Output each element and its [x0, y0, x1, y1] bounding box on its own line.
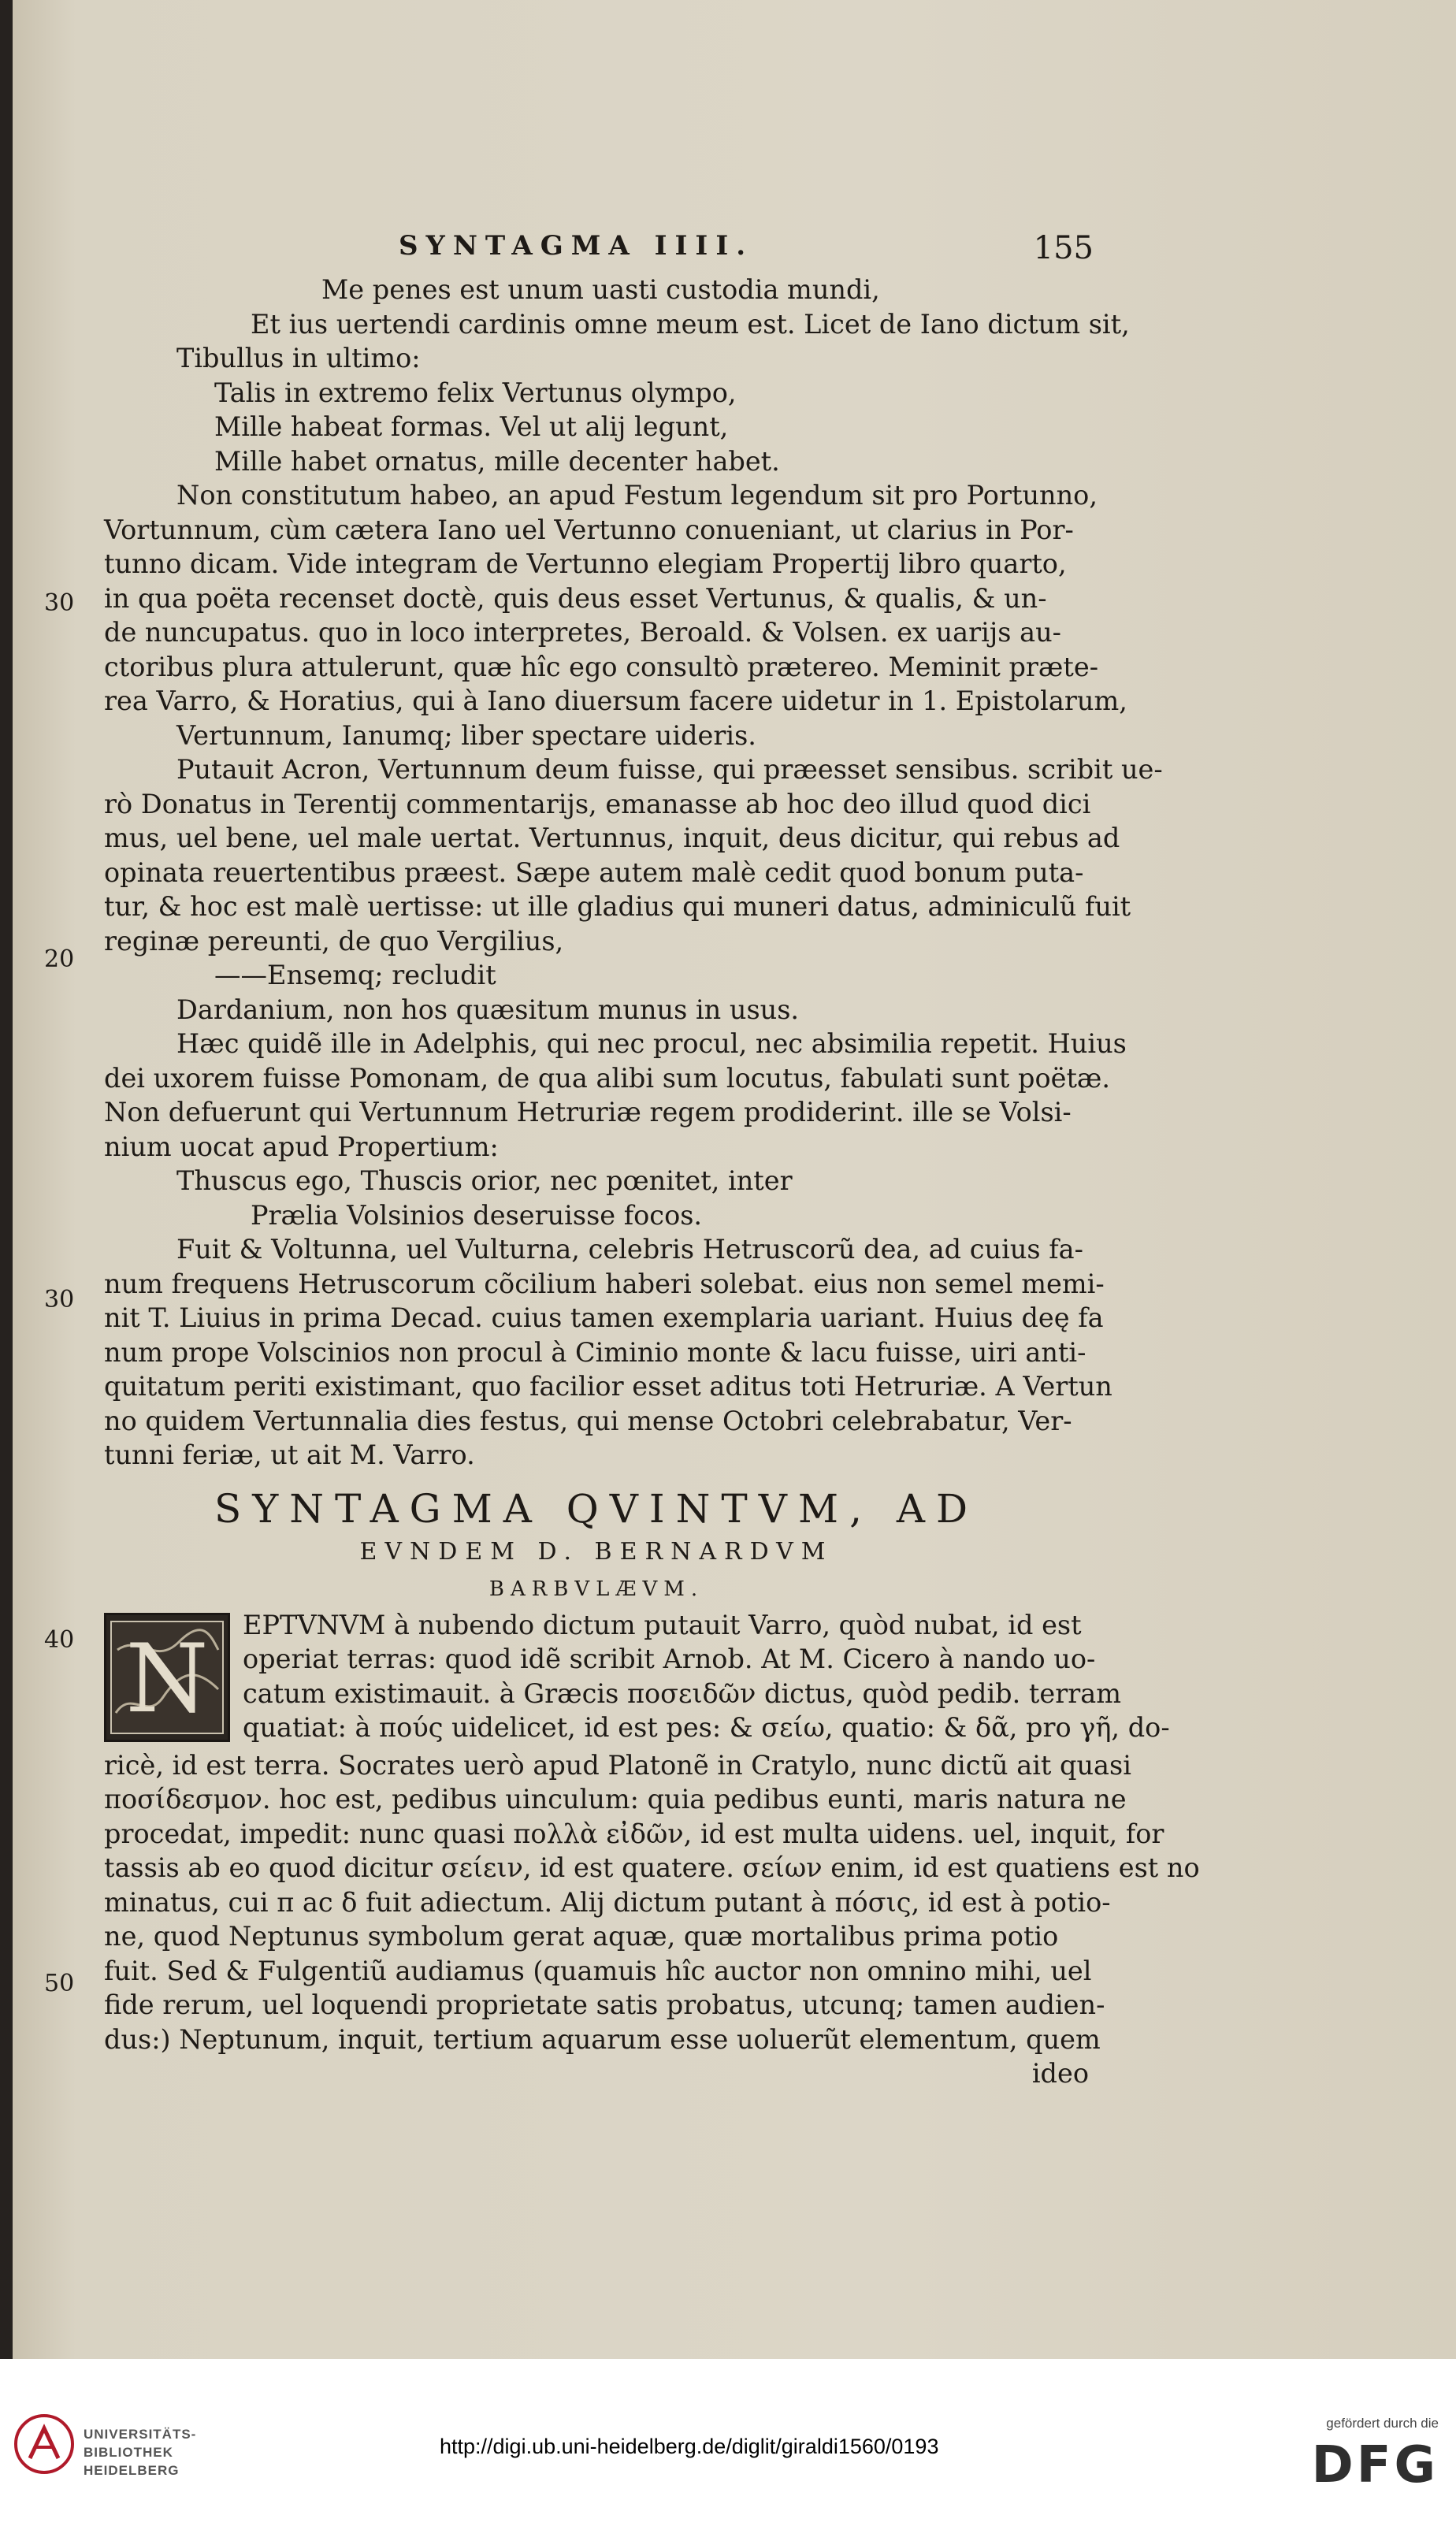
text-line: rò Donatus in Terentij commentarijs, emanasse ab hoc deo illud quod dici	[104, 788, 1091, 819]
text-line: rea Varro, & Horatius, qui à Iano diuersum facere uidetur in 1. Epistolarum,	[104, 685, 1127, 716]
margin-number: 20	[44, 945, 75, 973]
text-line: Putauit Acron, Vertunnum deum fuisse, qui præesset sensibus. scribit ue-	[176, 754, 1163, 785]
text-line: Me penes est unum uasti custodia mundi,	[321, 274, 880, 305]
text-line: nium uocat apud Propertium:	[104, 1131, 499, 1162]
text-line: Talis in extremo felix Vertunus olympo,	[214, 377, 737, 408]
running-head	[13, 230, 1456, 269]
text-line: ctoribus plura attulerunt, quæ hîc ego consultò prætereo. Meminit præte-	[104, 651, 1099, 682]
university-library-name: UNIVERSITÄTS- BIBLIOTHEK HEIDELBERG	[84, 2427, 197, 2478]
text-line: quitatum periti existimant, quo facilior esset aditus toti Hetruriæ. A Vertun	[104, 1371, 1112, 1402]
text-line: tunno dicam. Vide integram de Vertunno elegiam Propertij libro quarto,	[104, 548, 1067, 579]
section-subheading-name: BARBVLÆVM.	[488, 1577, 704, 1601]
text-line: Vertunnum, Ianumq; liber spectare uideris.	[176, 719, 756, 751]
text-line: no quidem Vertunnalia dies festus, qui mense Octobri celebrabatur, Ver-	[104, 1405, 1072, 1436]
dfg-logo: DFG	[1311, 2436, 1439, 2494]
text-line: Hæc quidẽ ille in Adelphis, qui nec procul, nec absimilia repetit. Huius	[176, 1028, 1127, 1059]
text-block-lower	[104, 1748, 1200, 2091]
section-heading: SYNTAGMA QVINTVM, AD	[214, 1485, 979, 1532]
text-line: ne, quod Neptunus symbolum gerat aquæ, quæ mortalibus prima potio	[104, 1921, 1059, 1952]
text-line: Thuscus ego, Thuscis orior, nec pœnitet, inter	[176, 1165, 793, 1196]
section-subheading: EVNDEM D. BERNARDVM	[359, 1537, 834, 1566]
text-line: fuit. Sed & Fulgentiũ audiamus (quamuis hîc auctor non omnino mihi, uel	[104, 1955, 1092, 1986]
text-line: quatiat: à πούς uidelicet, id est pes: & σείω, quatio: & δᾶ, pro γῆ, do-	[243, 1712, 1170, 1743]
text-line: Mille habet ornatus, mille decenter habet.	[214, 445, 780, 477]
text-line: Non defuerunt qui Vertunnum Hetruriæ regem prodiderint. ille se Volsi-	[104, 1097, 1072, 1127]
text-line: catum existimauit. à Græcis ποσειδῶν dictus, quòd pedib. terram	[243, 1677, 1121, 1709]
text-line: Et ius uertendi cardinis omne meum est. Licet de Iano dictum sit,	[251, 308, 1130, 340]
margin-number: 50	[44, 1970, 75, 1997]
page-text	[104, 273, 1200, 2091]
text-line: EPTVNVM à nubendo dictum putauit Varro, quòd nubat, id est	[243, 1609, 1082, 1640]
viewer-footer	[0, 2359, 1456, 2526]
text-line: nit T. Liuius in prima Decad. cuius tamen exemplaria uariant. Huius deę fa	[104, 1302, 1104, 1333]
text-line: de nuncupatus. quo in loco interpretes, Beroald. & Volsen. ex uarijs au-	[104, 617, 1061, 648]
text-line: tassis ab eo quod dicitur σείειν, id est quatere. σείων enim, id est quatiens est no	[104, 1852, 1200, 1883]
text-line: Fuit & Voltunna, uel Vulturna, celebris Hetruscorũ dea, ad cuius fa-	[176, 1234, 1083, 1265]
text-line: ricè, id est terra. Socrates uerò apud Platonẽ in Cratylo, nunc dictũ ait quasi	[104, 1749, 1131, 1781]
text-line: Non constitutum habeo, an apud Festum legendum sit pro Portunno,	[176, 480, 1098, 511]
text-line: Tibullus in ultimo:	[176, 343, 421, 373]
margin-number: 40	[44, 1626, 75, 1654]
text-line: Vortunnum, cùm cætera Iano uel Vertunno conueniant, ut clarius in Por-	[104, 514, 1074, 545]
text-line: num prope Volscinios non procul à Ciminio monte & lacu fuisse, uiri anti-	[104, 1336, 1086, 1368]
text-line: fide rerum, uel loquendi proprietate satis probatus, utcunq; tamen audien-	[104, 1989, 1105, 2020]
text-line: Mille habeat formas. Vel ut alij legunt,	[214, 411, 729, 442]
text-line: opinata reuertentibus præest. Sæpe autem malè cedit quod bonum puta-	[104, 856, 1084, 888]
text-line: in qua poëta recenset doctè, quis deus esset Vertunus, & qualis, & un-	[104, 582, 1047, 614]
book-page	[13, 0, 1456, 2359]
decorated-initial-icon	[104, 1613, 230, 1742]
text-line: Dardanium, non hos quæsitum munus in usus.	[176, 994, 800, 1025]
text-line: procedat, impedit: nunc quasi πολλὰ εἰδῶν, id est multa uidens. uel, inquit, for	[104, 1818, 1164, 1849]
margin-number: 30	[44, 589, 75, 617]
text-line: num frequens Hetruscorum cõcilium haberi solebat. eius non semel memi-	[104, 1268, 1105, 1299]
page-number: 155	[1033, 230, 1094, 266]
initial-lines	[243, 1608, 1170, 1745]
university-seal-icon	[13, 2411, 76, 2477]
running-head-title: SYNTAGMA IIII.	[399, 230, 754, 262]
margin-number: 30	[44, 1286, 75, 1313]
text-line: dei uxorem fuisse Pomonam, de qua alibi sum locutus, fabulati sunt poëtæ.	[104, 1062, 1111, 1094]
text-line: minatus, cui π ac δ fuit adiectum. Alij dictum putant à πόσις, id est à potio-	[104, 1886, 1111, 1918]
text-line: dus:) Neptunum, inquit, tertium aquarum esse uoluerũt elementum, quem	[104, 2023, 1101, 2055]
svg-text:N: N	[125, 1624, 209, 1734]
text-line: Prælia Volsinios deseruisse focos.	[251, 1199, 703, 1231]
text-block-upper	[104, 273, 1163, 1473]
text-line: mus, uel bene, uel male uertat. Vertunnus, inquit, deus dicitur, qui rebus ad	[104, 823, 1120, 853]
text-line: tunni feriæ, ut ait M. Varro.	[104, 1439, 475, 1470]
text-line: tur, & hoc est malè uertisse: ut ille gladius qui muneri datus, adminiculũ fuit	[104, 891, 1131, 922]
text-line: operiat terras: quod idẽ scribit Arnob. At M. Cicero à nando uo-	[243, 1644, 1096, 1674]
permalink[interactable]: http://digi.ub.uni-heidelberg.de/diglit/giraldi1560/0193	[440, 2435, 939, 2458]
text-line: ποσίδεσμον. hoc est, pedibus uinculum: quia pedibus eunti, maris natura ne	[104, 1784, 1127, 1815]
text-line: reginæ pereunti, de quo Vergilius,	[104, 925, 564, 957]
funding-note: gefördert durch die	[1326, 2416, 1439, 2431]
initial-paragraph	[104, 1608, 1170, 1748]
text-line: ideo	[1031, 2058, 1089, 2089]
text-line: ——Ensemq; recludit	[214, 960, 496, 990]
